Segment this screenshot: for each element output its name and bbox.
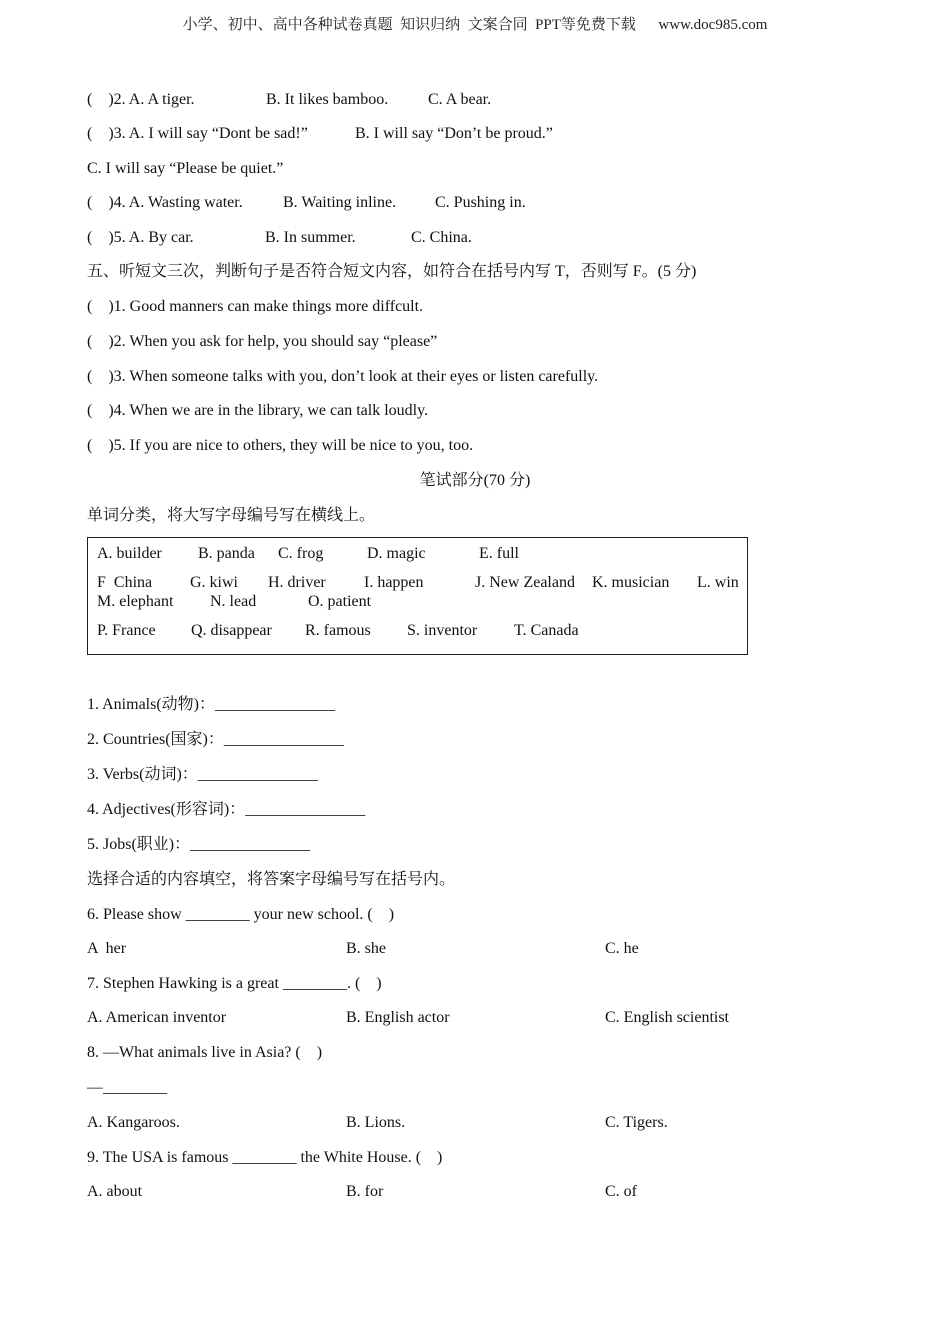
tf-item-2: ( )2. When you ask for help, you should say “please” bbox=[87, 333, 438, 350]
question-6-option-b: B. she bbox=[346, 940, 386, 957]
written-part-title: 笔试部分(70 分) bbox=[419, 472, 531, 489]
word-h: H. driver bbox=[268, 574, 326, 591]
question-7-option-b: B. English actor bbox=[346, 1009, 450, 1026]
question-6-stem: 6. Please show ________ your new school. ( ) bbox=[87, 906, 395, 923]
word-e: E. full bbox=[479, 545, 519, 562]
word-o: O. patient bbox=[308, 593, 372, 610]
question-9-stem: 9. The USA is famous ________ the White House. ( ) bbox=[87, 1149, 443, 1166]
question-9-option-b: B. for bbox=[346, 1183, 384, 1200]
page-header: 小学、初中、高中各种试卷真题 知识归纳 文案合同 PPT等免费下载 www.doc985.com bbox=[182, 17, 768, 33]
choice-instruction: 选择合适的内容填空，将答案字母编号写在括号内。 bbox=[87, 871, 456, 888]
question-6-option-c: C. he bbox=[605, 940, 639, 957]
word-l: L. win bbox=[697, 574, 739, 591]
word-d: D. magic bbox=[367, 545, 426, 562]
question-6-option-a: A her bbox=[87, 940, 127, 957]
question-3-num: ( )3. A. I will say “Dont be sad!” bbox=[87, 125, 308, 142]
question-4-option-c: C. Pushing in. bbox=[435, 194, 526, 211]
classify-question-4: 4. Adjectives(形容词)：_______________ bbox=[87, 801, 366, 818]
question-7-option-a: A. American inventor bbox=[87, 1009, 227, 1026]
section-5-title: 五、听短文三次，判断句子是否符合短文内容，如符合在括号内写 T，否则写 F。(5 分) bbox=[87, 263, 697, 280]
question-9-option-a: A. about bbox=[87, 1183, 143, 1200]
word-n: N. lead bbox=[210, 593, 257, 610]
word-i: I. happen bbox=[364, 574, 424, 591]
question-5-num: ( )5. A. By car. bbox=[87, 229, 194, 246]
question-8-stem: 8. —What animals live in Asia? ( ) bbox=[87, 1044, 323, 1061]
question-8-option-c: C. Tigers. bbox=[605, 1114, 668, 1131]
question-3-option-c: C. I will say “Please be quiet.” bbox=[87, 160, 284, 177]
tf-item-1: ( )1. Good manners can make things more diffcult. bbox=[87, 298, 424, 315]
word-s: S. inventor bbox=[407, 622, 478, 639]
classify-question-1: 1. Animals(动物)：_______________ bbox=[87, 696, 335, 713]
tf-item-3: ( )3. When someone talks with you, don’t look at their eyes or listen carefully. bbox=[87, 368, 599, 385]
word-a: A. builder bbox=[97, 545, 162, 562]
classify-instruction: 单词分类，将大写字母编号写在横线上。 bbox=[87, 507, 376, 524]
question-9-option-c: C. of bbox=[605, 1183, 637, 1200]
question-8-answer-line: —________ bbox=[87, 1079, 167, 1096]
tf-item-4: ( )4. When we are in the library, we can talk loudly. bbox=[87, 402, 429, 419]
word-j: J. New Zealand bbox=[475, 574, 575, 591]
word-r: R. famous bbox=[305, 622, 371, 639]
word-t: T. Canada bbox=[514, 622, 579, 639]
question-2-option-c: C. A bear. bbox=[428, 91, 492, 108]
classify-question-2: 2. Countries(国家)：_______________ bbox=[87, 731, 344, 748]
word-bank-box bbox=[87, 537, 748, 655]
classify-question-3: 3. Verbs(动词)：_______________ bbox=[87, 766, 318, 783]
question-8-option-b: B. Lions. bbox=[346, 1114, 406, 1131]
question-7-stem: 7. Stephen Hawking is a great ________. ( ) bbox=[87, 975, 382, 992]
word-k: K. musician bbox=[592, 574, 670, 591]
word-c: C. frog bbox=[278, 545, 324, 562]
question-2-num: ( )2. A. A tiger. bbox=[87, 91, 195, 108]
word-b: B. panda bbox=[198, 545, 255, 562]
question-4-num: ( )4. A. Wasting water. bbox=[87, 194, 243, 211]
classify-question-5: 5. Jobs(职业)：_______________ bbox=[87, 836, 311, 853]
word-g: G. kiwi bbox=[190, 574, 238, 591]
question-8-option-a: A. Kangaroos. bbox=[87, 1114, 180, 1131]
word-f: F China bbox=[97, 574, 153, 591]
tf-item-5: ( )5. If you are nice to others, they will be nice to you, too. bbox=[87, 437, 474, 454]
question-2-option-b: B. It likes bamboo. bbox=[266, 91, 389, 108]
word-p: P. France bbox=[97, 622, 156, 639]
question-5-option-c: C. China. bbox=[411, 229, 472, 246]
question-5-option-b: B. In summer. bbox=[265, 229, 356, 246]
question-4-option-b: B. Waiting inline. bbox=[283, 194, 397, 211]
word-m: M. elephant bbox=[97, 593, 174, 610]
question-3-option-b: B. I will say “Don’t be proud.” bbox=[355, 125, 553, 142]
question-7-option-c: C. English scientist bbox=[605, 1009, 729, 1026]
word-q: Q. disappear bbox=[191, 622, 272, 639]
